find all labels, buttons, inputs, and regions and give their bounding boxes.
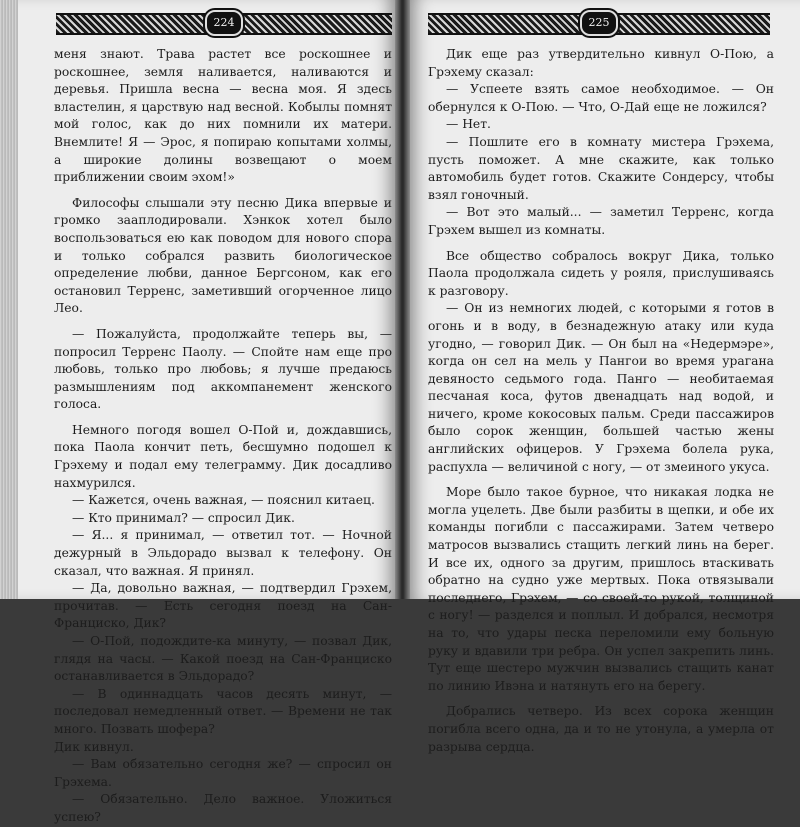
paragraph: — О-Пой, подождите-ка минуту, — позвал Дик, глядя на часы. — Какой поезд на Сан-Франциско останавливается в Эльдорадо? xyxy=(54,634,392,684)
paragraph: Море было такое бурное, что никакая лодка не могла уцелеть. Две были разбиты в щепки, и обе их команды погибли с пассажирами. Затем четверо матросов вызвались стащить легкий линь на берег. И все их, одного за другим, пришлось втаскивать обратно на судно уже мертвых. Пока отвязывали последнего, Грэхем, — со своей-то рукой, толщиной с ногу! — разделся и поплыл. И добрался, несмотря на то, что удары песка переломили ему больную руку и вдавили три ребра. Он успел закрепить линь. Тут еще шестеро мужчин вызвались стащить канат по линию Ивэна и натянуть его на берегу. xyxy=(428,485,774,693)
right-page-header xyxy=(428,10,770,34)
paragraph: — Нет. xyxy=(446,117,491,132)
page-edges xyxy=(0,0,18,599)
paragraph: Немного погодя вошел О-Пой и, дождавшись, пока Паола кончит петь, бесшумно подошел к Грэхему и подал ему телеграмму. Дик досадливо нахмурился. xyxy=(54,422,392,490)
paragraph: Философы слышали эту песню Дика впервые и громко зааплодировали. Хэнкок хотел было воспользоваться ею как поводом для нового спора и только собрался развить биологическое определение любви, данное Бергсоном, как его остановил Терренс, заметивший огорченное лицо Лео. xyxy=(54,195,392,316)
right-page-text xyxy=(428,46,774,756)
paragraph: — Пошлите его в комнату мистера Грэхема, пусть поможет. А мне скажите, как только автомобиль будет готов. Скажите Сондерсу, чтобы взял гоночный. xyxy=(428,134,774,202)
paragraph: Дик еще раз утвердительно кивнул О-Пою, а Грэхему сказал: xyxy=(428,47,774,79)
paragraph: меня знают. Трава растет все роскошнее и роскошнее, земля наливается, наливаются и деревья. Пришла весна — весна моя. Я здесь властелин, я царствую над весной. Кобылы помнят мой голос, как до них помнили их матери. Внемлите! Я — Эрос, я попираю копытами холмы, а широкие долины возвещают о моем приближении своим эхом!» xyxy=(54,47,392,185)
paragraph: — Вот это малый... — заметил Терренс, когда Грэхем вышел из комнаты. xyxy=(428,205,774,237)
page-number: 225 xyxy=(580,10,618,36)
paragraph: — Успеете взять самое необходимое. — Он обернулся к О-Пою. — Что, О-Дай еще не ложился? xyxy=(428,82,774,114)
paragraph: — Пожалуйста, продолжайте теперь вы, — попросил Терренс Паолу. — Спойте нам еще про любовь, только про любовь; я лучше предаюсь размышлениям под аккомпанемент женского голоса. xyxy=(54,326,392,412)
paragraph: — Кажется, очень важная, — пояснил китаец. xyxy=(72,493,375,508)
paragraph: Дик кивнул. xyxy=(54,739,134,754)
paragraph: — В одиннадцать часов десять минут, — последовал немедленный ответ. — Времени не так много. Позвать шофера? xyxy=(54,686,392,736)
left-page-text xyxy=(54,46,392,827)
paragraph: — Да, довольно важная, — подтвердил Грэхем, прочитав. — Есть сегодня поезд на Сан-Франциско, Дик? xyxy=(54,581,392,631)
paragraph: — Кто принимал? — спросил Дик. xyxy=(72,510,295,525)
paragraph: — Он из немногих людей, с которыми я готов в огонь и в воду, в безнадежную атаку или куда угодно, — говорил Дик. — Он был на «Недермэре», когда он сел на мель у Пангои во время урагана девяносто седьмого года. Панго — необитаемая песчаная коса, футов двенадцать над водой, и ничего, кроме кокосовых пальм. Среди пассажиров было сорок женщин, большей частью жены английских офицеров. У Грэхема болела рука, распухла — величиной с ногу, — от змеиного укуса. xyxy=(428,301,774,474)
page-number: 224 xyxy=(205,10,243,36)
right-page xyxy=(410,0,800,754)
paragraph: — Обязательно. Дело важное. Уложиться успею? xyxy=(54,792,392,824)
paragraph: Все общество собралось вокруг Дика, только Паола продолжала сидеть у рояля, прислушиваясь к разговору. xyxy=(428,248,774,298)
book-gutter xyxy=(395,0,410,599)
paragraph: — Я... я принимал, — ответил тот. — Ночной дежурный в Эльдорадо вызвал к телефону. Он сказал, что важная. Я принял. xyxy=(54,528,392,578)
left-page-header xyxy=(56,10,392,34)
paragraph: — Вам обязательно сегодня же? — спросил он Грэхема. xyxy=(54,757,392,789)
left-page xyxy=(18,0,395,824)
paragraph: Добрались четверо. Из всех сорока женщин погибла всего одна, да и то не утонула, а умерла от разрыва сердца. xyxy=(428,704,774,754)
